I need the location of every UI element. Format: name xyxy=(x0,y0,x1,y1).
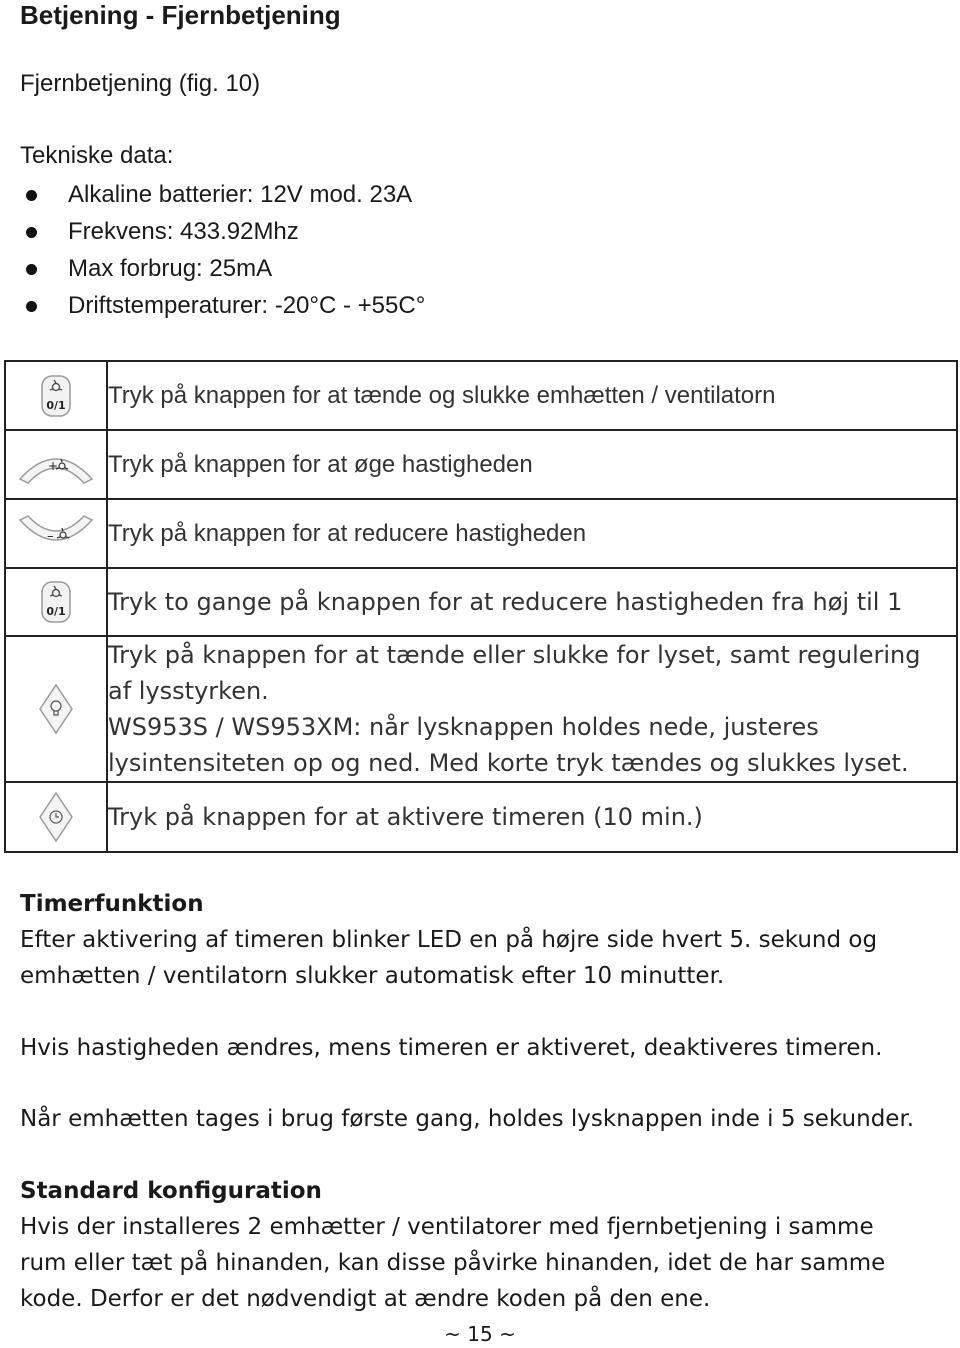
page-title: Betjening - Fjernbetjening xyxy=(20,0,341,30)
svg-text:0/1: 0/1 xyxy=(46,398,66,412)
icon-cell xyxy=(5,636,107,782)
tech-data-title: Tekniske data: xyxy=(20,142,174,169)
bullet-icon xyxy=(26,227,37,238)
bullet-icon xyxy=(26,301,37,312)
svg-text:0/1: 0/1 xyxy=(46,605,66,618)
icon-cell xyxy=(5,499,107,568)
power-fan-icon xyxy=(36,374,76,418)
table-row xyxy=(5,361,957,430)
icon-cell xyxy=(5,782,107,852)
svg-text:+: + xyxy=(48,458,59,473)
table-row xyxy=(5,568,957,636)
button-description: Tryk to gange på knappen for at reducere hastigheden fra høj til 1 xyxy=(107,568,957,636)
bullet-icon xyxy=(26,190,37,201)
timer-clock-icon xyxy=(36,789,76,845)
standard-paragraph: Hvis der installeres 2 emhætter / ventilatorer med fjernbetjening i samme rum eller tæt på hinanden, kan disse påvirke hinanden, idet de har samme kode. Derfor er det nødvendigt at ændre koden på den ene. xyxy=(20,1214,886,1312)
standard-section-title: Standard konfiguration xyxy=(20,1178,322,1204)
table-row xyxy=(5,636,957,782)
timer-paragraph: Efter aktivering af timeren blinker LED en på højre side hvert 5. sekund og emhætten / ventilatorn slukker automatisk efter 10 minutter. xyxy=(20,927,878,989)
bullet-icon xyxy=(26,264,37,275)
list-item: Alkaline batterier: 12V mod. 23A xyxy=(20,178,425,215)
button-description: Tryk på knappen for at aktivere timeren (10 min.) xyxy=(107,782,957,852)
page-number: ~ 15 ~ xyxy=(444,1322,516,1346)
figure-reference: Fjernbetjening (fig. 10) xyxy=(20,70,261,97)
speed-down-icon xyxy=(14,514,98,554)
button-description: Tryk på knappen for at tænde eller slukke for lyset, samt regulering af lysstyrken. WS953S / WS953XM: når lysknappen holdes nede, justeres lysintensiteten op og ned. Med korte tryk tændes og slukkes lyset. xyxy=(107,636,957,782)
timer-paragraph-3: Når emhætten tages i brug første gang, holdes lysknappen inde i 5 sekunder. xyxy=(20,1106,915,1132)
icon-cell xyxy=(5,568,107,636)
button-description: Tryk på knappen for at øge hastigheden xyxy=(107,430,957,499)
button-description: Tryk på knappen for at tænde og slukke emhætten / ventilatorn xyxy=(107,361,957,430)
light-bulb-icon xyxy=(36,681,76,737)
speed-up-icon xyxy=(14,445,98,485)
timer-section-title: Timerfunktion xyxy=(20,891,204,917)
icon-cell xyxy=(5,430,107,499)
list-item: Driftstemperaturer: -20°C - +55C° xyxy=(20,289,425,326)
list-item: Frekvens: 433.92Mhz xyxy=(20,215,425,252)
tech-data-list xyxy=(20,178,425,326)
table-row xyxy=(5,499,957,568)
remote-buttons-table xyxy=(4,360,958,853)
button-description: Tryk på knappen for at reducere hastigheden xyxy=(107,499,957,568)
power-fan-icon xyxy=(36,580,76,624)
icon-cell xyxy=(5,361,107,430)
list-item: Max forbrug: 25mA xyxy=(20,252,425,289)
timer-paragraph-2: Hvis hastigheden ændres, mens timeren er aktiveret, deaktiveres timeren. xyxy=(20,1035,883,1061)
svg-text:–: – xyxy=(47,528,54,544)
table-row xyxy=(5,782,957,852)
table-row xyxy=(5,430,957,499)
